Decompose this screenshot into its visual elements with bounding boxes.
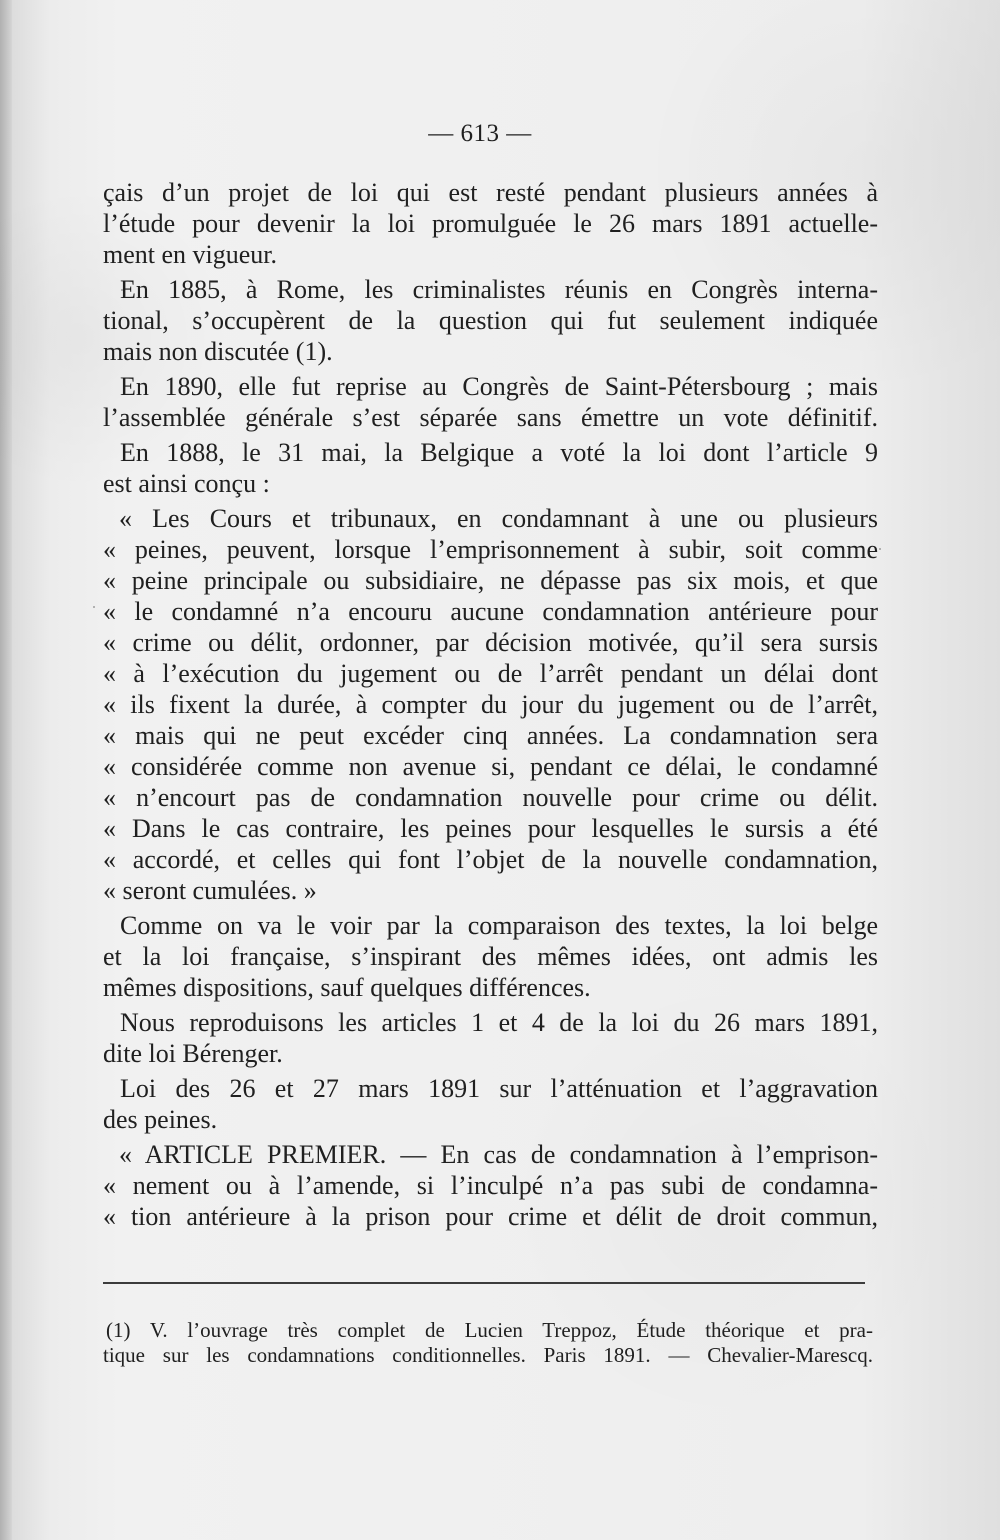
quoted-text-line: « peines, peuvent, lorsque l’emprisonnement à subir, soit comme — [103, 535, 878, 564]
text-line: l’assemblée générale s’est séparée sans émettre un vote définitif. — [103, 403, 878, 432]
text-line: des peines. — [103, 1105, 218, 1134]
text-line: tional, s’occupèrent de la question qui fut seulement indiquée — [103, 306, 878, 335]
page-number: — 613 — — [428, 120, 532, 147]
text-line: En 1885, à Rome, les criminalistes réunis en Congrès interna- — [120, 275, 878, 304]
quoted-text-line: « mais qui ne peut excéder cinq années. La condamnation sera — [103, 721, 878, 750]
quoted-text-line: « peine principale ou subsidiaire, ne dépasse pas six mois, et que — [103, 566, 878, 595]
quoted-text-line: « Les Cours et tribunaux, en condamnant à une ou plusieurs — [119, 504, 878, 533]
quoted-text-line: « considérée comme non avenue si, pendant ce délai, le condamné — [103, 752, 878, 781]
quoted-text-line: « ils fixent la durée, à compter du jour du jugement ou de l’arrêt, — [103, 690, 878, 719]
text-line: çais d’un projet de loi qui est resté pendant plusieurs années à — [103, 178, 878, 207]
footnote-line: (1) V. l’ouvrage très complet de Lucien Treppoz, Étude théorique et pra- — [106, 1318, 873, 1342]
text-line: dite loi Bérenger. — [103, 1039, 283, 1068]
text-line: l’étude pour devenir la loi promulguée le 26 mars 1891 actuelle- — [103, 209, 878, 238]
quoted-text-line: « le condamné n’a encouru aucune condamnation antérieure pour — [103, 597, 878, 626]
quoted-text-line: « tion antérieure à la prison pour crime et délit de droit commun, — [103, 1202, 878, 1231]
text-line: et la loi française, s’inspirant des mêmes idées, ont admis les — [103, 942, 878, 971]
text-line: mêmes dispositions, sauf quelques différences. — [103, 973, 591, 1002]
text-line: En 1888, le 31 mai, la Belgique a voté la loi dont l’article 9 — [120, 438, 878, 467]
quoted-text-line: « ARTICLE PREMIER. — En cas de condamnation à l’emprison- — [119, 1140, 878, 1169]
quoted-text-line: « Dans le cas contraire, les peines pour lesquelles le sursis a été — [103, 814, 878, 843]
quoted-text-line: « accordé, et celles qui font l’objet de la nouvelle condamnation, — [103, 845, 878, 874]
text-line: mais non discutée (1). — [103, 337, 333, 366]
quoted-text-line: « nement ou à l’amende, si l’inculpé n’a pas subi de condamna- — [103, 1171, 878, 1200]
footnote-line: tique sur les condamnations conditionnelles. Paris 1891. — Chevalier-Marescq. — [103, 1343, 873, 1367]
page-gutter-shadow — [0, 0, 12, 1540]
main-text — [103, 177, 878, 1232]
text-line: est ainsi conçu : — [103, 469, 270, 498]
text-line: Comme on va le voir par la comparaison des textes, la loi belge — [120, 911, 878, 940]
paper-speck — [879, 548, 881, 550]
quoted-text-line: « crime ou délit, ordonner, par décision motivée, qu’il sera sursis — [103, 628, 878, 657]
quoted-text-line: « seront cumulées. » — [103, 876, 317, 905]
quoted-text-line: « à l’exécution du jugement ou de l’arrêt pendant un délai dont — [103, 659, 878, 688]
footnote-separator — [103, 1282, 865, 1284]
text-line: Nous reproduisons les articles 1 et 4 de la loi du 26 mars 1891, — [120, 1008, 878, 1037]
paper-speck — [93, 606, 95, 608]
text-line: En 1890, elle fut reprise au Congrès de Saint-Pétersbourg ; mais — [120, 372, 878, 401]
paper-speck — [121, 289, 123, 291]
text-line: ment en vigueur. — [103, 240, 278, 269]
quoted-text-line: « n’encourt pas de condamnation nouvelle pour crime ou délit. — [103, 783, 878, 812]
footnotes — [103, 1318, 873, 1368]
text-line: Loi des 26 et 27 mars 1891 sur l’atténuation et l’aggravation — [120, 1074, 878, 1103]
